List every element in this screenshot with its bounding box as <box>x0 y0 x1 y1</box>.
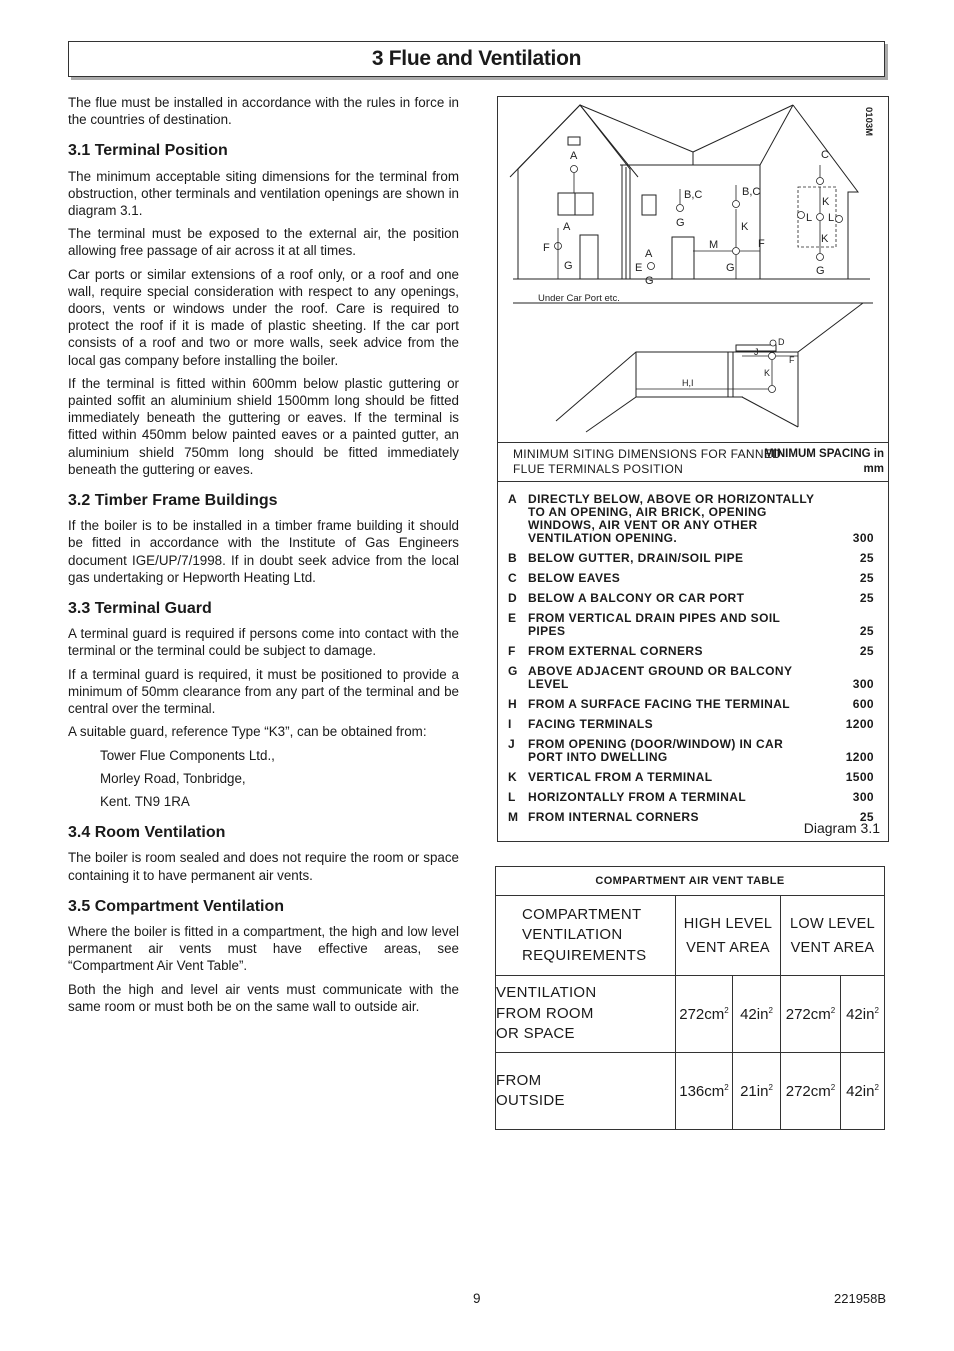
diag-letter-g1: G <box>564 260 573 272</box>
diagram-3-1 <box>497 96 889 842</box>
diag-letter-k3: K <box>821 233 829 245</box>
section-3-2-heading: 3.2 Timber Frame Buildings <box>68 492 278 510</box>
diag-letter-k4: K <box>764 368 771 378</box>
high-in-cell: $21in^2$ <box>733 1053 781 1130</box>
diag-letter-g3: G <box>645 275 654 287</box>
diag-letter-l2: L <box>828 212 835 224</box>
high-level-header: HIGH LEVEL VENT AREA <box>676 896 781 976</box>
section-3-5-p2: Both the high and level air vents must communicate with the same room or must both be on the same wall to outside air. <box>68 981 459 1014</box>
dimension-row: B BELOW GUTTER, DRAIN/SOIL PIPE 25 <box>508 551 874 565</box>
diagram-code: 0103M <box>863 107 874 137</box>
low-cm-cell: $272cm^2$ <box>781 976 841 1053</box>
diag-letter-a3: A <box>645 248 653 260</box>
section-3-3-p2: If a terminal guard is required, it must be positioned to provide a minimum of 50mm clearance from any part of the terminal and be central over the terminal. <box>68 666 459 717</box>
low-cm-cell: $272cm^2$ <box>781 1053 841 1130</box>
dimensions-header-left: MINIMUM SITING DIMENSIONS FOR FANNED FLUE TERMINALS POSITION <box>513 447 782 476</box>
diag-letter-l1: L <box>806 212 813 224</box>
diag-letter-d: D <box>778 337 785 347</box>
section-3-3-heading: 3.3 Terminal Guard <box>68 600 212 618</box>
table-row <box>496 1053 885 1130</box>
vent-table-title: COMPARTMENT AIR VENT TABLE <box>496 867 885 896</box>
dimension-row: G ABOVE ADJACENT GROUND OR BALCONY LEVEL 300 <box>508 664 874 691</box>
row-label: FROM OUTSIDE <box>496 1053 676 1130</box>
diag-letter-hi: H,I <box>682 378 694 388</box>
diag-letter-f2: F <box>758 238 765 250</box>
title-bar <box>68 41 885 77</box>
dimensions-header <box>498 442 888 482</box>
page-title: 3 Flue and Ventilation <box>371 47 582 70</box>
diag-letter-g4: G <box>726 262 735 274</box>
address-line-3: Kent. TN9 1RA <box>100 793 190 809</box>
dimension-row: I FACING TERMINALS 1200 <box>508 717 874 731</box>
high-cm-cell: $136cm^2$ <box>676 1053 733 1130</box>
diag-letter-a1: A <box>570 150 578 162</box>
section-3-1-p4: If the terminal is fitted within 600mm below plastic guttering or painted soffit an aluminium shield 1500mm long should be fitted immediately beneath the guttering or eaves. If the terminal is fitted within 450mm below painted eaves or a painted gutter, an aluminium shield 750mm long should be fitted immediately beneath the guttering or eaves. <box>68 375 459 477</box>
diag-letter-e: E <box>635 262 643 274</box>
section-3-4-heading: 3.4 Room Ventilation <box>68 824 226 842</box>
section-3-1-p1: The minimum acceptable siting dimensions for the terminal from obstruction, other terminals and ventilation openings are shown in diagram 3.1. <box>68 168 459 219</box>
section-3-1-heading: 3.1 Terminal Position <box>68 142 228 160</box>
section-3-5-p1: Where the boiler is fitted in a compartment, the high and low level permanent air vents must have effective areas, see “Compartment Air Vent Table”. <box>68 923 459 974</box>
table-row <box>496 976 885 1053</box>
dimensions-header-right: MINIMUM SPACING in mm <box>764 448 884 475</box>
section-3-3-p3: A suitable guard, reference Type “K3”, can be obtained from: <box>68 724 427 740</box>
dimension-row: M FROM INTERNAL CORNERS 25 <box>508 810 874 824</box>
compartment-air-vent-table <box>495 866 885 1130</box>
diag-letter-k2: K <box>822 196 830 208</box>
address-line-2: Morley Road, Tonbridge, <box>100 770 246 786</box>
vent-table-req-cell <box>496 896 676 976</box>
low-in-cell: $42in^2$ <box>841 1053 885 1130</box>
dimension-row: J FROM OPENING (DOOR/WINDOW) IN CAR PORT INTO DWELLING 1200 <box>508 737 874 764</box>
section-3-4-p1: The boiler is room sealed and does not require the room or space containing it to have permanent air vents. <box>68 850 459 883</box>
section-3-1-p2: The terminal must be exposed to the external air, the position allowing free passage of air across it at all times. <box>68 226 459 259</box>
diag-letter-f1: F <box>543 242 550 254</box>
high-cm-cell: $272cm^2$ <box>676 976 733 1053</box>
diag-letter-bc1: B,C <box>684 189 703 201</box>
dimension-row: E FROM VERTICAL DRAIN PIPES AND SOIL PIPES 25 <box>508 611 874 638</box>
low-level-header: LOW LEVEL VENT AREA <box>781 896 885 976</box>
req-line-3: REQUIREMENTS <box>522 946 647 964</box>
dimension-row: C BELOW EAVES 25 <box>508 571 874 585</box>
diag-letter-c: C <box>821 149 829 161</box>
document-code: 221958B <box>834 1291 887 1306</box>
section-3-3-p1: A terminal guard is required if persons come into contact with the terminal or the terminal could be subject to damage. <box>68 626 459 659</box>
diag-letter-k1: K <box>741 221 749 233</box>
intro-text: The flue must be installed in accordance with the rules in force in the countries of destination. <box>68 95 459 128</box>
address-line-1: Tower Flue Components Ltd., <box>100 747 275 763</box>
dimension-row: K VERTICAL FROM A TERMINAL 1500 <box>508 770 874 784</box>
low-in-cell: $42in^2$ <box>841 976 885 1053</box>
section-3-2-p1: If the boiler is to be installed in a timber frame building it should be fitted in accordance with the Institute of Gas Engineers document IGE/UP/7/1998. If in doubt seek advice from the local gas undertaking or Hepworth Heating Ltd. <box>68 518 459 585</box>
high-in-cell: $42in^2$ <box>733 976 781 1053</box>
dimension-row: H FROM A SURFACE FACING THE TERMINAL 600 <box>508 697 874 711</box>
diag-letter-j: J <box>754 347 759 357</box>
dimension-row: A DIRECTLY BELOW, ABOVE OR HORIZONTALLY TO AN OPENING, AIR BRICK, OPENING WINDOWS, AIR VENT OR ANY OTHER VENTILATION OPENING. 300 <box>508 492 874 545</box>
siting-diagram <box>498 97 888 442</box>
section-3-1-p3: Car ports or similar extensions of a roof only, or a roof and one wall, require special consideration with respect to any openings, doors, vents or windows under the roof. Care is required to protect the roof if it is made of plastic sheeting. If the car port consists of a roof and two or more walls, seek advice from the local gas company before installing the boiler. <box>68 266 459 368</box>
row-label: VENTILATION FROM ROOM OR SPACE <box>496 976 676 1053</box>
diag-letter-bc2: B,C <box>742 186 761 198</box>
left-column <box>68 94 459 1021</box>
req-line-1: COMPARTMENT <box>522 905 642 923</box>
dimension-row: L HORIZONTALLY FROM A TERMINAL 300 <box>508 790 874 804</box>
diag-letter-g2: G <box>676 217 685 229</box>
diag-letter-m: M <box>709 239 719 251</box>
dimension-row: F FROM EXTERNAL CORNERS 25 <box>508 644 874 658</box>
page-number: 9 <box>473 1291 481 1306</box>
diagram-caption: Diagram 3.1 <box>803 820 880 836</box>
diag-letter-g5: G <box>816 265 825 277</box>
req-line-2: VENTILATION <box>522 926 623 944</box>
carport-label: Under Car Port etc. <box>538 293 620 304</box>
dimension-row: D BELOW A BALCONY OR CAR PORT 25 <box>508 591 874 605</box>
section-3-5-heading: 3.5 Compartment Ventilation <box>68 897 285 915</box>
diag-letter-a2: A <box>563 221 571 233</box>
dimensions-list <box>498 493 888 831</box>
diag-letter-f3: F <box>789 355 795 365</box>
